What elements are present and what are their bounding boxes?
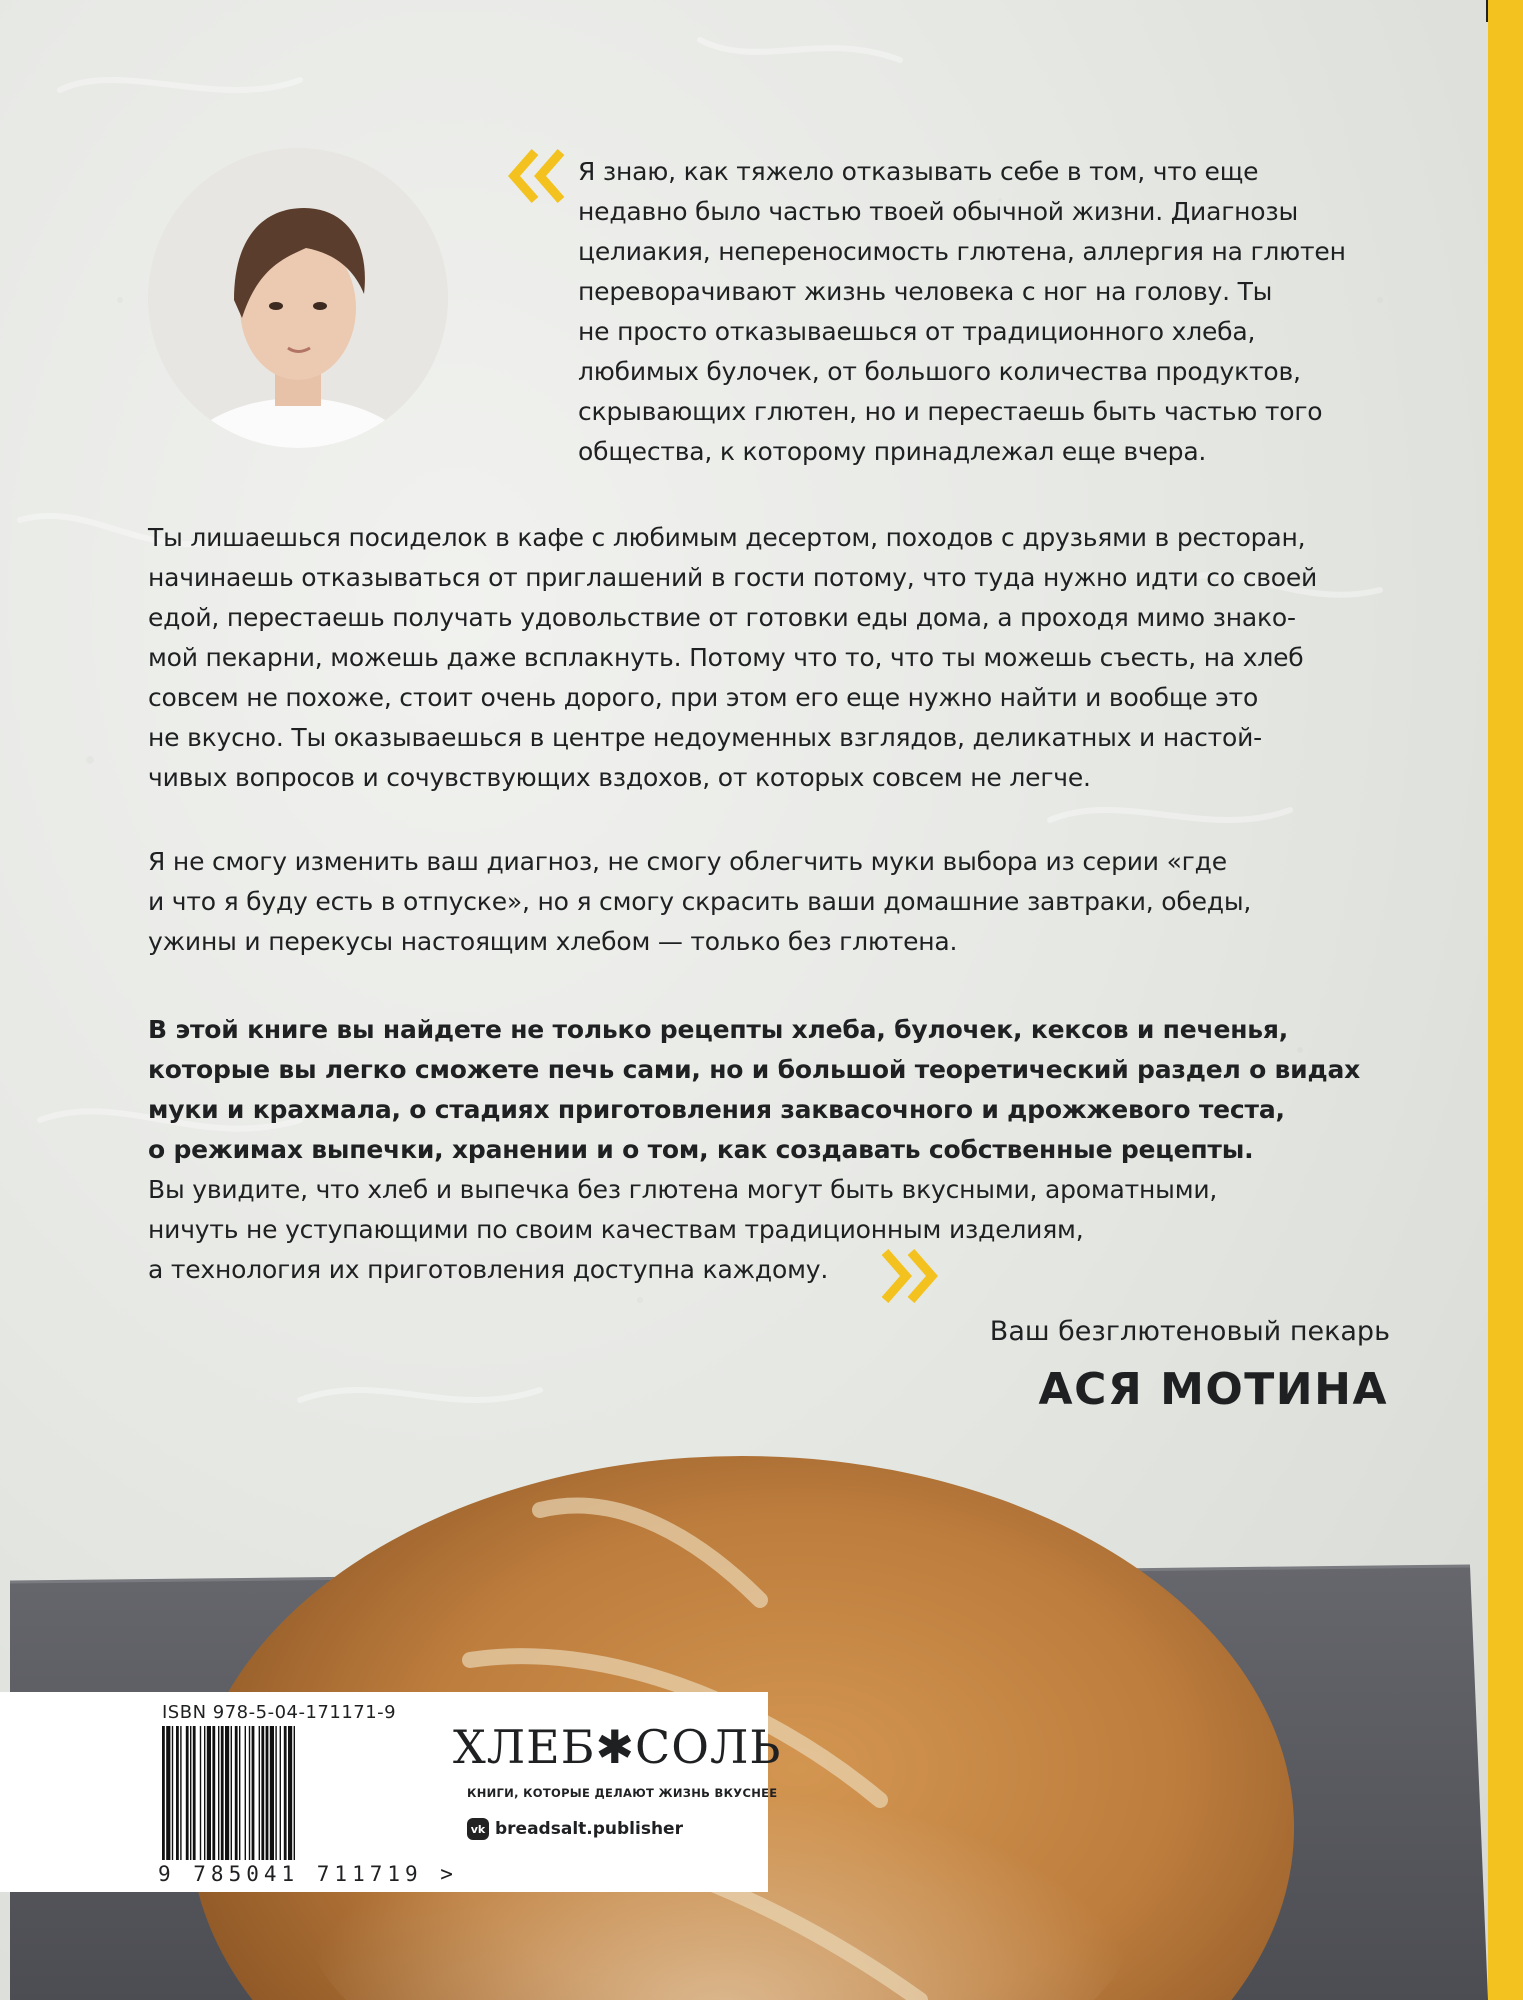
- text-line: о режимах выпечки, хранении и о том, как создавать собственные рецепты.: [148, 1135, 1254, 1164]
- text-line: скрывающих глютен, но и перестаешь быть частью того: [578, 397, 1323, 426]
- barcode-bar: [239, 1726, 240, 1860]
- barcode-bar: [186, 1726, 189, 1860]
- barcode-bar: [218, 1726, 219, 1860]
- text-line: любимых булочек, от большого количества продуктов,: [578, 357, 1301, 386]
- text-line: не вкусно. Ты оказываешься в центре недоуменных взглядов, деликатных и настой-: [148, 723, 1262, 752]
- barcode-graphic: [158, 1726, 388, 1860]
- barcode-bar: [231, 1726, 232, 1860]
- barcode-bar: [162, 1726, 165, 1860]
- text-line: ничуть не уступающими по своим качествам традиционным изделиям,: [148, 1215, 1084, 1244]
- publisher-social: [467, 1818, 683, 1840]
- barcode-bar: [166, 1726, 170, 1860]
- barcode-bar: [252, 1726, 255, 1860]
- barcode-bar: [270, 1726, 274, 1860]
- barcode-bar: [235, 1726, 238, 1860]
- text-line: начинаешь отказываться от приглашений в гости потому, что туда нужно идти со своей: [148, 563, 1318, 592]
- barcode-bar: [294, 1726, 295, 1860]
- isbn-text: ISBN 978-5-04-171171-9: [162, 1702, 397, 1723]
- text-line: а технология их приготовления доступна каждому.: [148, 1255, 829, 1284]
- text-line: целиакия, непереносимость глютена, аллергия на глютен: [578, 237, 1346, 266]
- text-line: мой пекарни, можешь даже всплакнуть. Потому что то, что ты можешь съесть, на хлеб: [148, 643, 1304, 672]
- text-line: муки и крахмала, о стадиях приготовления заквасочного и дрожжевого теста,: [148, 1095, 1285, 1124]
- barcode-bar: [180, 1726, 181, 1860]
- barcode-bar: [284, 1726, 287, 1860]
- barcode-bar: [172, 1726, 173, 1860]
- text-line: и что я буду есть в отпуске», но я смогу скрасить ваши домашние завтраки, обеды,: [148, 887, 1252, 916]
- text-line: не просто отказываешься от традиционного хлеба,: [578, 317, 1256, 346]
- signature-subtitle: Ваш безглютеновый пекарь: [989, 1316, 1390, 1347]
- barcode-bar: [259, 1726, 260, 1860]
- text-line: недавно было частью твоей обычной жизни. Диагнозы: [578, 197, 1299, 226]
- vk-icon: vk: [467, 1818, 489, 1840]
- barcode-bar: [249, 1726, 250, 1860]
- accent-spine-stripe: [1488, 0, 1523, 2000]
- text-line: В этой книге вы найдете не только рецепты хлеба, булочек, кексов и печенья,: [148, 1015, 1289, 1044]
- text-line: Ты лишаешься посиделок в кафе с любимым десертом, походов с друзьями в ресторан,: [148, 523, 1306, 552]
- barcode-bar: [266, 1726, 269, 1860]
- text-line: общества, к которому принадлежал еще вчера.: [578, 437, 1207, 466]
- text-line: Я не смогу изменить ваш диагноз, не смогу облегчить муки выбора из серии «где: [148, 847, 1227, 876]
- social-handle: breadsalt.publisher: [495, 1819, 683, 1839]
- publisher-logo: ХЛЕБ✱СОЛЬ: [453, 1720, 782, 1774]
- barcode-bar: [176, 1726, 179, 1860]
- text-line: ужины и перекусы настоящим хлебом — только без глютена.: [148, 927, 958, 956]
- barcode-bar: [221, 1726, 224, 1860]
- text-line: совсем не похоже, стоит очень дорого, при этом его еще нужно найти и вообще это: [148, 683, 1259, 712]
- author-name: АСЯ МОТИНА: [1038, 1364, 1388, 1415]
- barcode-bar: [288, 1726, 292, 1860]
- barcode-bar: [204, 1726, 205, 1860]
- text-line: Я знаю, как тяжело отказывать себе в том, что еще: [578, 157, 1259, 186]
- barcode-bar: [207, 1726, 211, 1860]
- barcode-bar: [225, 1726, 229, 1860]
- barcode-bar: [190, 1726, 191, 1860]
- barcode-bar: [212, 1726, 215, 1860]
- text-line: чивых вопросов и сочувствующих вздохов, от которых совсем не легче.: [148, 763, 1091, 792]
- text-line: Вы увидите, что хлеб и выпечка без глютена могут быть вкусными, ароматными,: [148, 1175, 1218, 1204]
- barcode-bar: [245, 1726, 246, 1860]
- text-line: едой, перестаешь получать удовольствие от готовки еды дома, а проходя мимо знако-: [148, 603, 1296, 632]
- barcode-bar: [275, 1726, 276, 1860]
- text-line: переворачивают жизнь человека с ног на голову. Ты: [578, 277, 1273, 306]
- barcode-bar: [261, 1726, 264, 1860]
- barcode-bar: [193, 1726, 196, 1860]
- text-line: которые вы легко сможете печь сами, но и большой теоретический раздел о видах: [148, 1055, 1361, 1084]
- barcode-number: 9 785041 711719 >: [158, 1862, 458, 1886]
- publisher-tagline: КНИГИ, КОТОРЫЕ ДЕЛАЮТ ЖИЗНЬ ВКУСНЕЕ: [467, 1786, 778, 1800]
- barcode-bar: [280, 1726, 281, 1860]
- barcode-bar: [200, 1726, 201, 1860]
